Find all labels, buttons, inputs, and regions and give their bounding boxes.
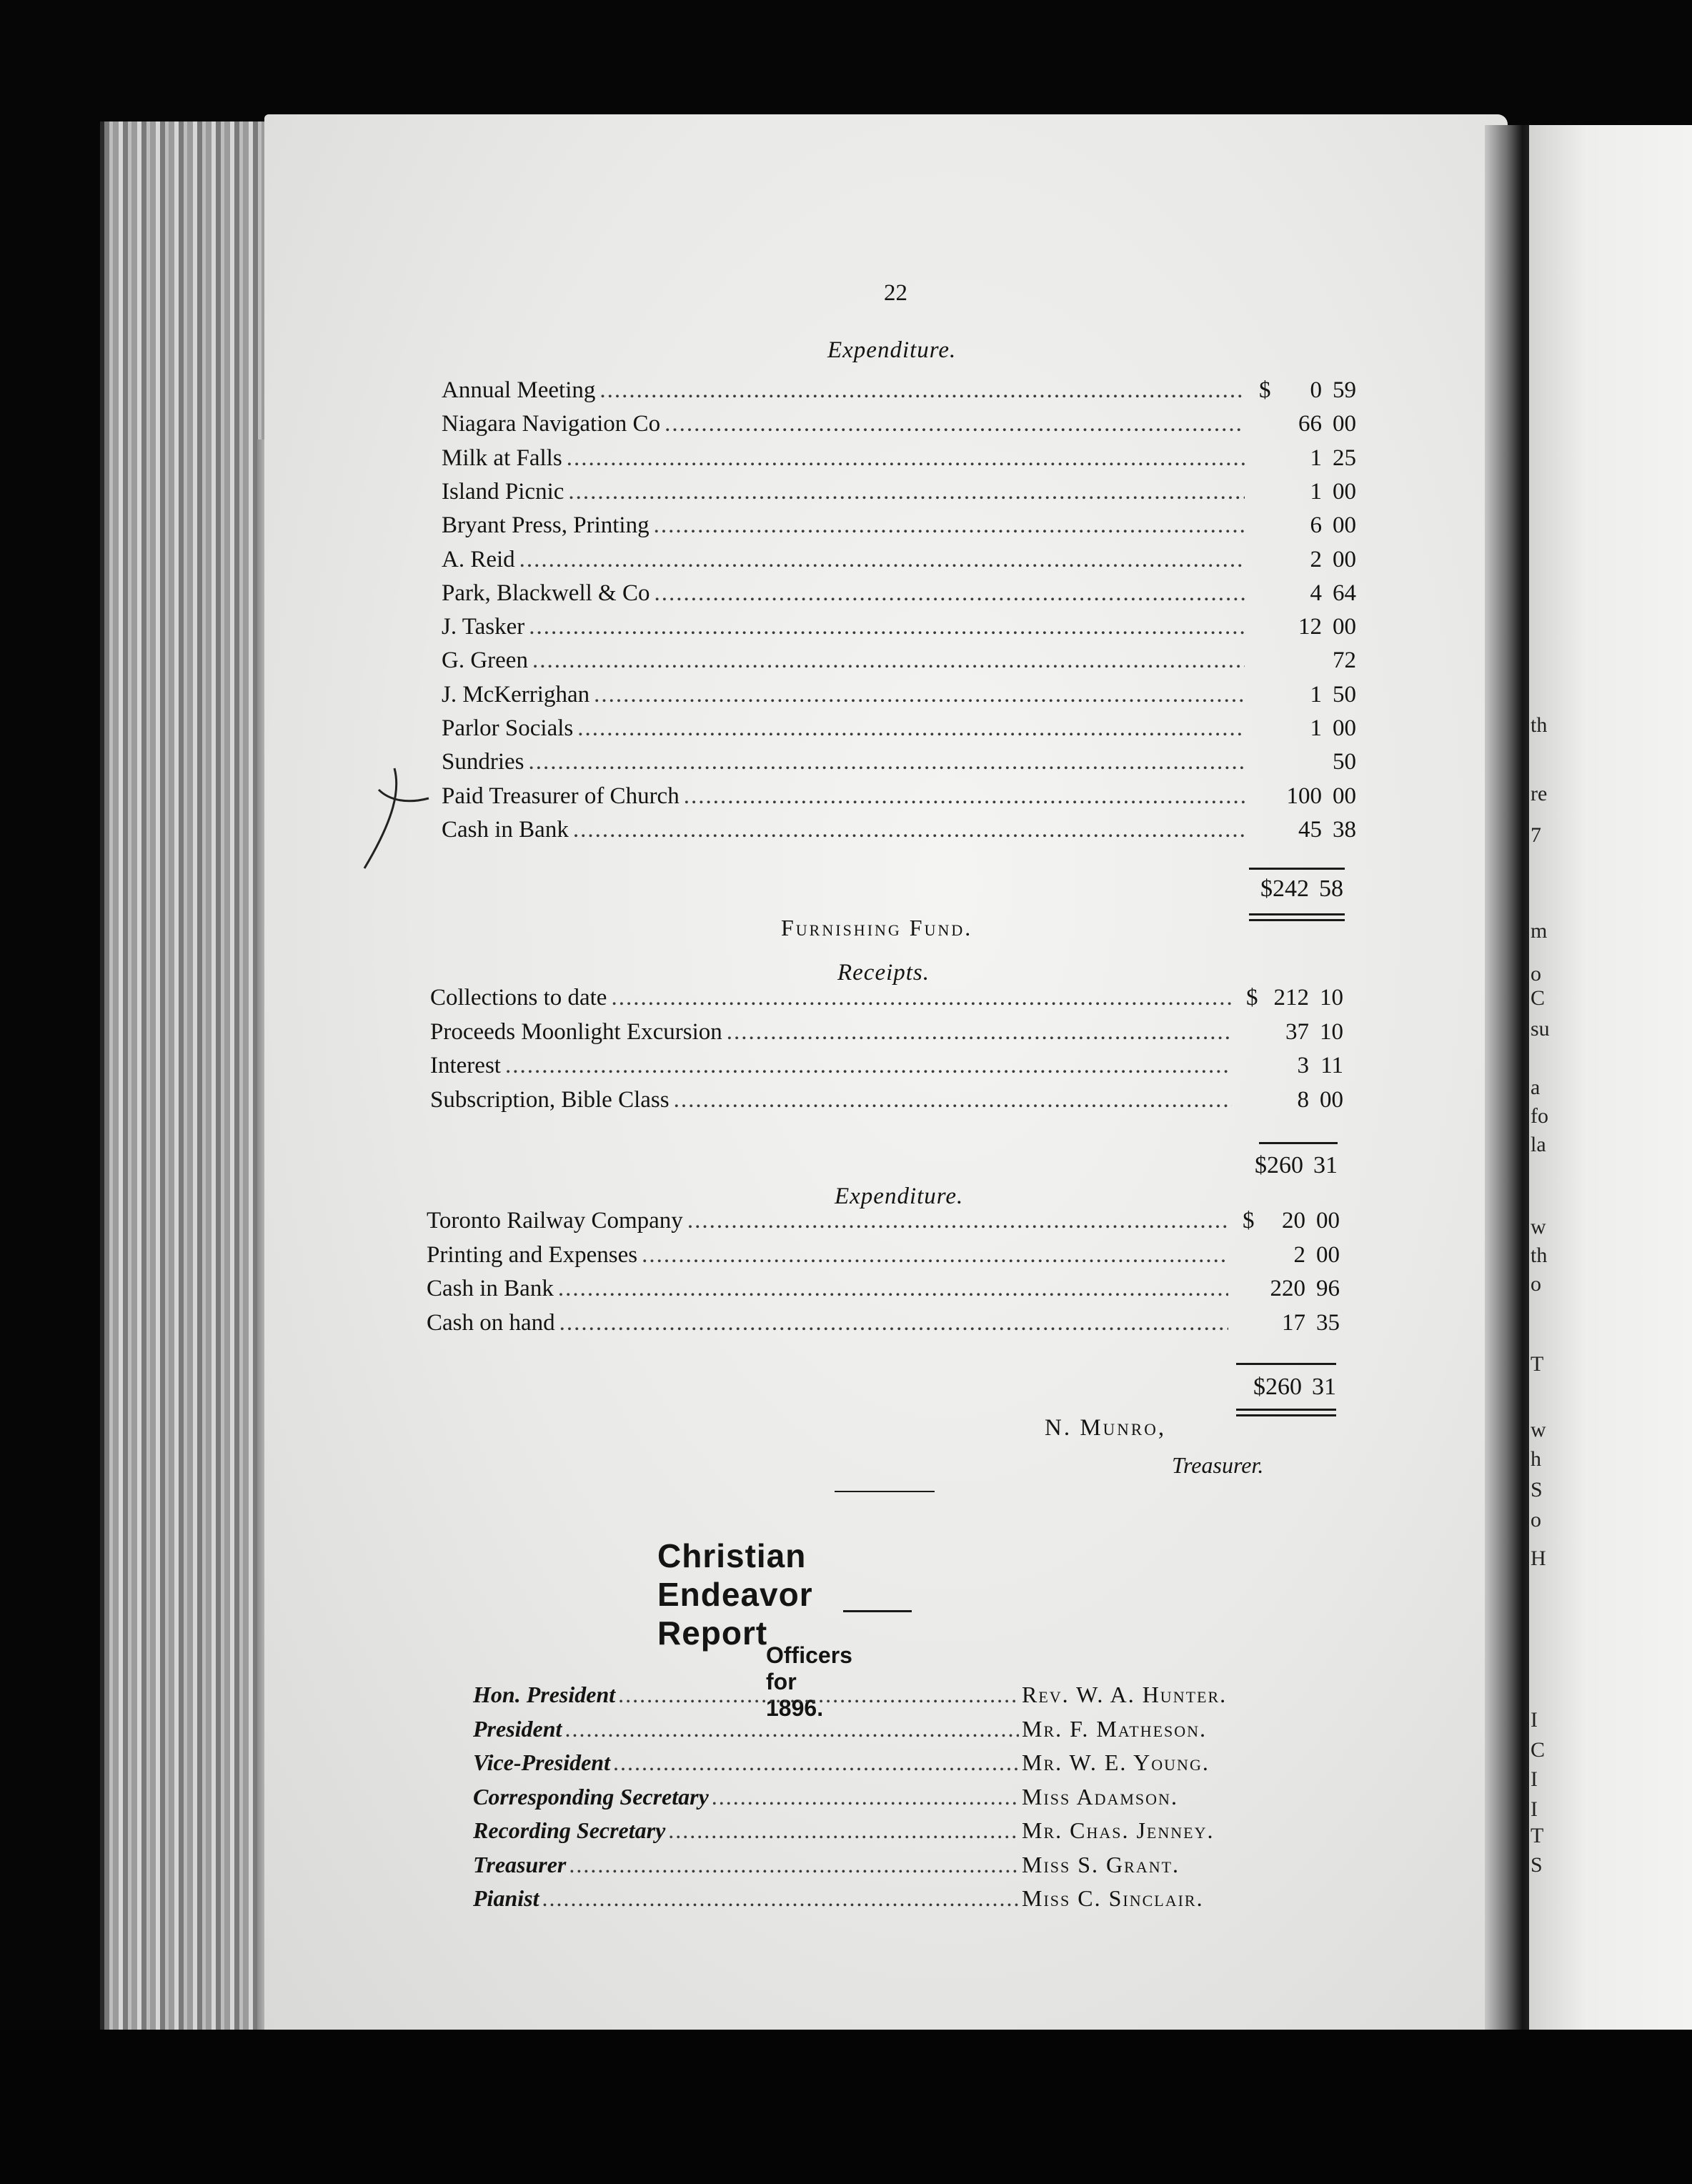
ledger-item-label: A. Reid: [442, 546, 515, 572]
currency-sign: $: [1246, 985, 1258, 1011]
officer-row: [473, 1716, 1308, 1749]
receipts-total-rule: [1259, 1142, 1338, 1144]
facing-page-text-fragment: S: [1531, 1478, 1543, 1502]
facing-page-text-fragment: w: [1531, 1418, 1546, 1441]
ledger-amount: [1236, 985, 1343, 1011]
facing-page-text-fragment: o: [1531, 1508, 1541, 1532]
ledger-item-label: Proceeds Moonlight Excursion: [430, 1018, 722, 1045]
total-rule-top: [1249, 868, 1345, 870]
facing-page-text-fragment: o: [1531, 962, 1541, 986]
officer-role: President: [473, 1715, 562, 1742]
leader-dots: [564, 1716, 1019, 1742]
amount-dollars: 8: [1297, 1086, 1309, 1113]
ledger-item-label: Collections to date: [430, 985, 607, 1011]
facing-page-text-fragment: w: [1531, 1215, 1546, 1239]
officer-name: Miss S. Grant.: [1022, 1851, 1180, 1877]
officers-subtitle: Officers for 1896.: [766, 1642, 852, 1721]
ledger-amount: [1249, 647, 1356, 674]
receipts-heading: Receipts.: [837, 960, 930, 986]
ledger-amount: [1249, 580, 1356, 607]
leader-dots: [654, 580, 1245, 607]
ledger-row: [442, 377, 1356, 410]
leader-dots: [594, 682, 1245, 708]
fund-expenditure-heading: Expenditure.: [835, 1183, 964, 1209]
officer-name: Miss C. Sinclair.: [1022, 1885, 1204, 1911]
amount-cents: 10: [1320, 1018, 1343, 1045]
amount-cents: 35: [1316, 1309, 1340, 1336]
ledger-amount: [1233, 1208, 1340, 1234]
officer-name: Mr. F. Matheson.: [1022, 1715, 1208, 1742]
officer-role: Corresponding Secretary: [473, 1783, 709, 1810]
ledger-amount: [1236, 1087, 1343, 1113]
currency-sign: $: [1243, 1208, 1255, 1234]
officer-row: [473, 1784, 1308, 1817]
leader-dots: [611, 985, 1232, 1011]
ledger-item-label: Paid Treasurer of Church: [442, 783, 680, 809]
ledger-amount: [1233, 1242, 1340, 1269]
leader-dots: [577, 715, 1245, 742]
amount-cents: 50: [1333, 681, 1356, 708]
ledger-row: [430, 1053, 1343, 1086]
ledger-amount: [1249, 817, 1356, 843]
ledger-row: [442, 580, 1356, 613]
facing-page-text-fragment: I: [1531, 1767, 1538, 1791]
facing-page-text-fragment: fo: [1531, 1104, 1548, 1128]
ledger-item-label: Sundries: [442, 749, 524, 775]
facing-page-text-fragment: h: [1531, 1447, 1541, 1471]
ledger-row: [442, 682, 1356, 715]
amount-cents: 25: [1333, 445, 1356, 471]
ledger-amount: [1249, 512, 1356, 539]
ledger-row: [442, 817, 1356, 850]
amount-cents: 11: [1320, 1053, 1343, 1078]
ce-title-rule: [843, 1610, 912, 1612]
amount-cents: 00: [1333, 783, 1356, 809]
amount-dollars: 220: [1270, 1276, 1305, 1301]
amount-cents: 50: [1333, 749, 1356, 775]
amount-dollars: 3: [1297, 1053, 1309, 1078]
officer-row: [473, 1817, 1308, 1851]
amount-dollars: 66: [1298, 411, 1322, 437]
facing-page-text-fragment: I: [1531, 1797, 1538, 1821]
facing-page-text-fragment: C: [1531, 986, 1546, 1010]
amount-cents: 96: [1316, 1276, 1340, 1301]
amount-dollars: 1: [1310, 715, 1322, 741]
ledger-row: [427, 1276, 1340, 1309]
ledger-row: [442, 479, 1356, 512]
officer-name: Rev. W. A. Hunter.: [1022, 1682, 1228, 1707]
ledger-amount: [1249, 783, 1356, 810]
ledger-amount: [1249, 445, 1356, 472]
leader-dots: [569, 1852, 1019, 1878]
scan-border: [0, 2030, 1692, 2184]
officer-row: [473, 1885, 1308, 1919]
amount-cents: 00: [1333, 512, 1356, 539]
leader-dots: [542, 1885, 1019, 1912]
ledger-amount: [1249, 479, 1356, 505]
facing-page-text-fragment: re: [1531, 782, 1548, 805]
leader-dots: [505, 1053, 1232, 1079]
amount-dollars: 212: [1273, 985, 1309, 1011]
amount-cents: 38: [1333, 816, 1356, 843]
amount-cents: 10: [1320, 985, 1343, 1011]
book-page-edges: [100, 121, 269, 2030]
total-double-rule-1: [1249, 913, 1345, 915]
leader-dots: [568, 479, 1245, 505]
leader-dots: [687, 1208, 1228, 1234]
ledger-row: [442, 647, 1356, 680]
signature-name: N. Munro,: [1045, 1415, 1167, 1441]
ledger-row: [442, 547, 1356, 580]
christian-endeavor-title: Christian Endeavor Report: [657, 1537, 813, 1652]
amount-cents: 00: [1333, 715, 1356, 741]
ledger-item-label: Subscription, Bible Class: [430, 1086, 670, 1113]
total-cents: 58: [1319, 875, 1343, 902]
facing-page: [1529, 125, 1692, 2030]
fund-total-double-rule-2: [1236, 1414, 1336, 1416]
total-dollars: $242: [1260, 875, 1309, 902]
leader-dots: [529, 614, 1245, 640]
facing-page-text-fragment: C: [1531, 1738, 1546, 1762]
ledger-item-label: Cash on hand: [427, 1309, 555, 1336]
amount-cents: 00: [1333, 411, 1356, 437]
officer-role: Hon. President: [473, 1682, 616, 1707]
amount-dollars: 1: [1310, 681, 1322, 708]
leader-dots: [567, 445, 1245, 472]
ledger-amount: [1233, 1310, 1340, 1336]
ledger-row: [442, 411, 1356, 444]
facing-page-text-fragment: th: [1531, 713, 1548, 737]
page-number: 22: [884, 280, 907, 306]
ledger-row: [430, 1019, 1343, 1052]
ledger-amount: [1249, 682, 1356, 708]
leader-dots: [599, 377, 1245, 404]
church-expenditure-total: [1229, 875, 1343, 903]
amount-cents: 00: [1333, 478, 1356, 505]
ledger-amount: [1249, 749, 1356, 775]
leader-dots: [618, 1682, 1019, 1708]
ledger-item-label: G. Green: [442, 647, 528, 674]
ledger-row: [442, 715, 1356, 748]
ledger-amount: [1249, 547, 1356, 573]
ledger-item-label: Park, Blackwell & Co: [442, 580, 650, 606]
ledger-amount: [1249, 715, 1356, 742]
ledger-amount: [1249, 377, 1356, 404]
expenditure-heading: Expenditure.: [827, 337, 957, 363]
leader-dots: [573, 817, 1245, 843]
ledger-amount: [1249, 614, 1356, 640]
ledger-row: [442, 512, 1356, 545]
facing-page-text-fragment: su: [1531, 1017, 1550, 1041]
ledger-row: [427, 1208, 1340, 1241]
separator-rule: [835, 1491, 935, 1492]
ledger-item-label: J. McKerrighan: [442, 681, 590, 708]
amount-cents: 00: [1316, 1208, 1340, 1234]
ledger-amount: [1236, 1019, 1343, 1046]
ledger-row: [427, 1310, 1340, 1343]
facing-page-text-fragment: H: [1531, 1547, 1546, 1570]
officer-role: Treasurer: [473, 1851, 567, 1877]
signature-title: Treasurer.: [1172, 1452, 1264, 1478]
amount-dollars: 20: [1282, 1208, 1305, 1234]
amount-cents: 64: [1333, 580, 1356, 606]
book-gutter: [1485, 125, 1535, 2030]
ledger-item-label: Toronto Railway Company: [427, 1208, 683, 1234]
leader-dots: [613, 1749, 1019, 1776]
amount-dollars: 2: [1293, 1241, 1305, 1268]
fund-total-dollars: $260: [1253, 1374, 1302, 1400]
fund-total-rule-top: [1236, 1363, 1336, 1365]
handwritten-check-mark: [357, 761, 443, 875]
officer-row: [473, 1749, 1308, 1783]
fund-total-cents: 31: [1312, 1374, 1336, 1400]
leader-dots: [727, 1019, 1232, 1046]
amount-dollars: 2: [1310, 546, 1322, 572]
facing-page-text-fragment: th: [1531, 1244, 1548, 1267]
ledger-item-label: J. Tasker: [442, 614, 525, 640]
fund-expenditure-total: [1222, 1374, 1336, 1401]
furnishing-fund-title: Furnishing Fund.: [781, 915, 973, 940]
officer-name: Mr. Chas. Jenney.: [1022, 1817, 1215, 1843]
ledger-item-label: Annual Meeting: [442, 377, 596, 403]
leader-dots: [712, 1784, 1019, 1810]
leader-dots: [684, 783, 1245, 810]
ledger-amount: [1249, 411, 1356, 437]
amount-cents: 00: [1333, 614, 1356, 640]
leader-dots: [558, 1276, 1228, 1302]
amount-dollars: 4: [1310, 580, 1322, 606]
amount-dollars: 6: [1310, 512, 1322, 539]
leader-dots: [665, 411, 1245, 437]
amount-cents: 00: [1333, 546, 1356, 572]
ledger-row: [442, 445, 1356, 478]
fund-total-double-rule-1: [1236, 1409, 1336, 1411]
receipts-total: [1223, 1152, 1338, 1179]
ledger-item-label: Parlor Socials: [442, 715, 574, 741]
currency-sign: $: [1259, 377, 1271, 403]
amount-dollars: 1: [1310, 445, 1322, 471]
leader-dots: [519, 547, 1245, 573]
facing-page-text-fragment: I: [1531, 1708, 1538, 1732]
leader-dots: [674, 1087, 1232, 1113]
ledger-item-label: Printing and Expenses: [427, 1241, 638, 1268]
ledger-row: [442, 783, 1356, 816]
ledger-item-label: Bryant Press, Printing: [442, 512, 650, 539]
ledger-item-label: Cash in Bank: [427, 1276, 554, 1301]
facing-page-text-fragment: S: [1531, 1853, 1543, 1877]
facing-page-text-fragment: T: [1531, 1824, 1544, 1847]
ledger-row: [430, 985, 1343, 1018]
officer-role: Pianist: [473, 1885, 539, 1911]
facing-page-text-fragment: 7: [1531, 823, 1541, 847]
officer-role: Recording Secretary: [473, 1817, 666, 1843]
amount-cents: 72: [1333, 647, 1356, 674]
leader-dots: [532, 647, 1245, 674]
total-double-rule-2: [1249, 919, 1345, 921]
facing-page-text-fragment: la: [1531, 1133, 1546, 1156]
receipts-total-dollars: $260: [1255, 1152, 1303, 1178]
amount-dollars: 100: [1286, 783, 1322, 809]
amount-cents: 59: [1333, 377, 1356, 403]
ledger-row: [442, 614, 1356, 647]
ledger-item-label: Cash in Bank: [442, 816, 569, 843]
amount-cents: 00: [1320, 1086, 1343, 1113]
leader-dots: [642, 1242, 1228, 1269]
ledger-item-label: Interest: [430, 1053, 501, 1078]
facing-page-text-fragment: o: [1531, 1272, 1541, 1296]
officer-row: [473, 1682, 1308, 1715]
leader-dots: [559, 1310, 1228, 1336]
officer-name: Mr. W. E. Young.: [1022, 1749, 1210, 1775]
ledger-item-label: Niagara Navigation Co: [442, 411, 661, 437]
officer-role: Vice-President: [473, 1749, 610, 1775]
facing-page-text-fragment: T: [1531, 1352, 1544, 1376]
officer-name: Miss Adamson.: [1022, 1783, 1178, 1810]
ledger-row: [430, 1087, 1343, 1120]
amount-dollars: 17: [1282, 1309, 1305, 1336]
amount-dollars: 45: [1298, 816, 1322, 843]
facing-page-text-fragment: m: [1531, 919, 1548, 943]
receipts-total-cents: 31: [1313, 1152, 1338, 1178]
facing-page-text-fragment: a: [1531, 1076, 1541, 1099]
ledger-amount: [1236, 1053, 1343, 1079]
amount-dollars: 12: [1298, 614, 1322, 640]
amount-cents: 00: [1316, 1241, 1340, 1268]
amount-dollars: 37: [1285, 1018, 1309, 1045]
ledger-row: [442, 749, 1356, 782]
officer-row: [473, 1852, 1308, 1885]
amount-dollars: 0: [1310, 377, 1322, 403]
leader-dots: [529, 749, 1245, 775]
ledger-item-label: Milk at Falls: [442, 445, 562, 471]
ledger-amount: [1233, 1276, 1340, 1302]
leader-dots: [668, 1817, 1019, 1844]
leader-dots: [654, 512, 1245, 539]
ledger-row: [427, 1242, 1340, 1275]
amount-dollars: 1: [1310, 478, 1322, 505]
ledger-item-label: Island Picnic: [442, 478, 564, 505]
